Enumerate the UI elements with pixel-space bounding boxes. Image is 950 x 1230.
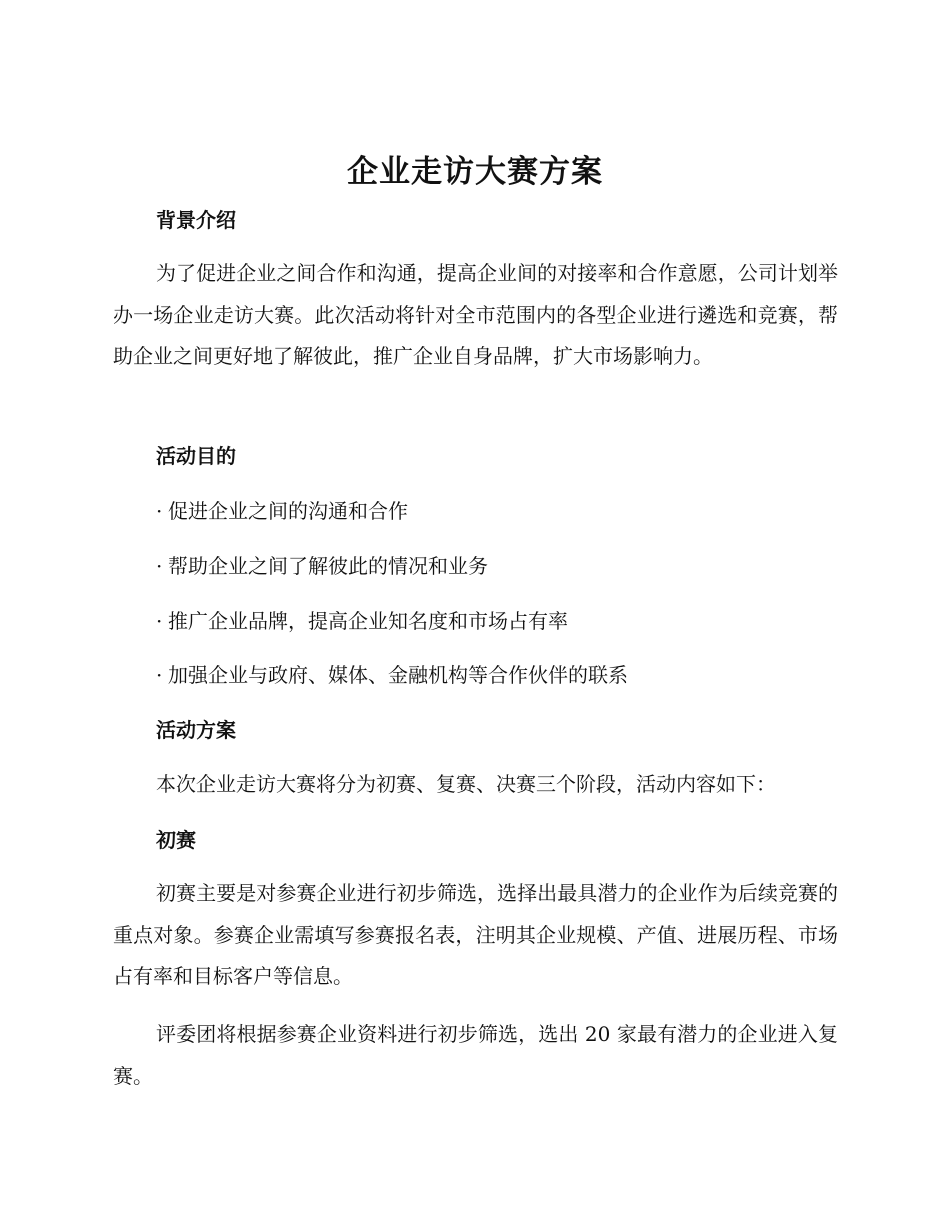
- bullet-text: 帮助企业之间了解彼此的情况和业务: [168, 554, 488, 578]
- paragraph-background: 为了促进企业之间合作和沟通，提高企业间的对接率和合作意愿，公司计划举办一场企业走访大赛。此次活动将针对全市范围内的各型企业进行遴选和竞赛，帮助企业之间更好地了解彼此，推广企业自身品牌，扩大市场影响力。: [113, 261, 838, 368]
- bullet-text: 加强企业与政府、媒体、金融机构等合作伙伴的联系: [168, 663, 628, 687]
- paragraph-preliminary-2: 评委团将根据参赛企业资料进行初步筛选，选出 20 家最有潜力的企业进入复赛。: [113, 1022, 838, 1088]
- bullet-text: 促进企业之间的沟通和合作: [168, 499, 408, 523]
- bullet-icon: ·: [156, 554, 163, 578]
- document-title: 企业走访大赛方案: [347, 154, 603, 190]
- list-item: [156, 660, 628, 690]
- list-item: [156, 551, 488, 581]
- heading-preliminary: 初赛: [156, 828, 196, 852]
- bullet-text: 推广企业品牌，提高企业知名度和市场占有率: [168, 609, 568, 633]
- list-item: [156, 606, 568, 636]
- heading-plan: 活动方案: [156, 718, 236, 742]
- heading-background: 背景介绍: [156, 208, 236, 232]
- bullet-icon: ·: [156, 609, 163, 633]
- bullet-icon: ·: [156, 663, 163, 687]
- heading-purpose: 活动目的: [156, 444, 236, 468]
- paragraph-preliminary-1: 初赛主要是对参赛企业进行初步筛选，选择出最具潜力的企业作为后续竞赛的重点对象。参赛企业需填写参赛报名表，注明其企业规模、产值、进展历程、市场占有率和目标客户等信息。: [113, 881, 838, 988]
- list-item: [156, 496, 408, 526]
- bullet-icon: ·: [156, 499, 163, 523]
- paragraph-plan-intro: 本次企业走访大赛将分为初赛、复赛、决赛三个阶段，活动内容如下：: [156, 772, 776, 796]
